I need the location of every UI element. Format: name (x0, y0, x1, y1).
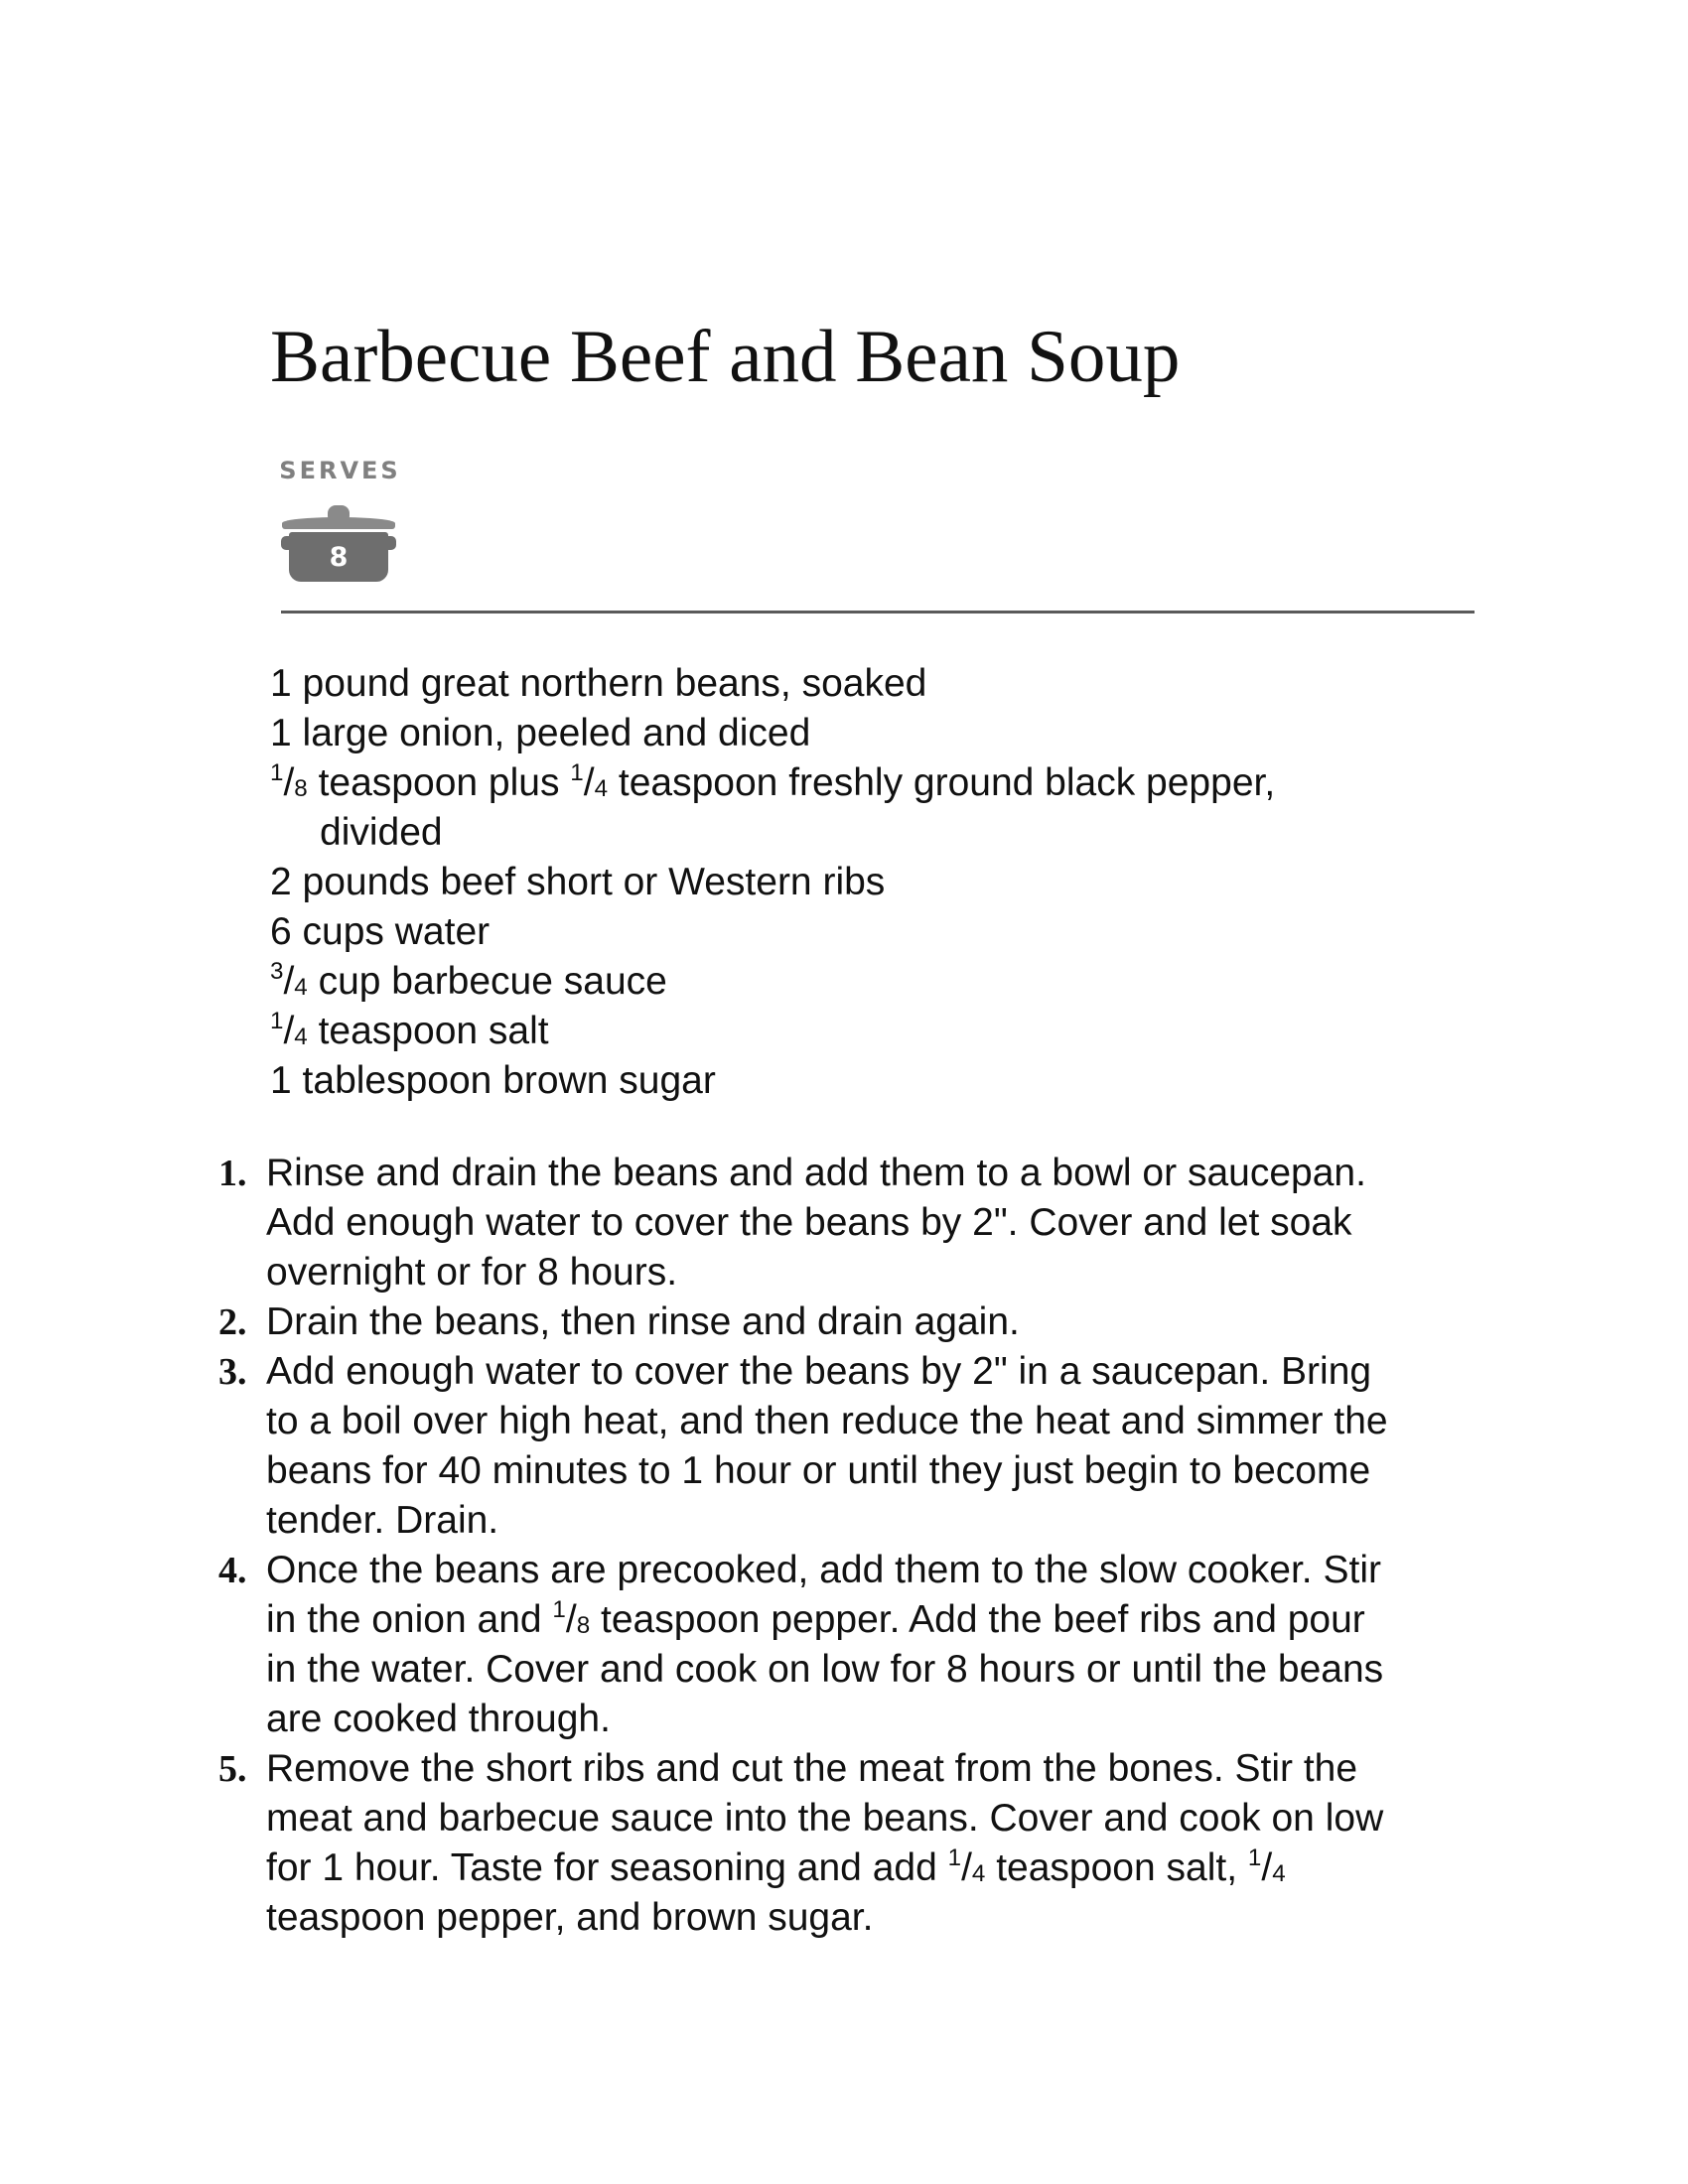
recipe-title: Barbecue Beef and Bean Soup (270, 316, 1181, 398)
section-divider (281, 611, 1475, 614)
ingredient-text: large onion, peeled and diced (302, 712, 811, 754)
serves-count: 8 (329, 541, 349, 573)
pot-lid (282, 517, 395, 529)
ingredient-item (270, 1056, 1275, 1106)
ingredient-item (270, 659, 1275, 709)
ingredient-fraction: $^3/_4$ (270, 958, 308, 1003)
step-text: Add enough water to cover the beans by 2". Cover and let soak (266, 1201, 1352, 1244)
ingredient-item (270, 1007, 1275, 1056)
step-text: Rinse and drain the beans and add them to a bowl or saucepan. (266, 1152, 1366, 1194)
instruction-step (218, 1149, 1388, 1297)
step-number: 3. (218, 1351, 247, 1393)
ingredient-fraction: $^1/_4$ (270, 1008, 308, 1052)
ingredient-item (270, 907, 1275, 957)
ingredient-quantity: 1 (270, 1059, 292, 1102)
pot-handle-right (387, 536, 396, 550)
step-text: in the water. Cover and cook on low for 8 hours or until the beans (266, 1648, 1384, 1691)
step-number: 5. (218, 1748, 247, 1790)
ingredient-list (270, 659, 1275, 1106)
ingredient-quantity: 1 (270, 712, 292, 754)
step-text: for 1 hour. Taste for seasoning and add $^1/_4$ teaspoon salt, $^1/_4$ (266, 1844, 1286, 1889)
ingredient-quantity: 2 (270, 861, 292, 903)
step-text: to a boil over high heat, and then reduce the heat and simmer the (266, 1400, 1388, 1442)
step-text: Remove the short ribs and cut the meat from the bones. Stir the (266, 1747, 1358, 1790)
instruction-step (218, 1744, 1388, 1943)
ingredient-text: teaspoon freshly ground black pepper, (618, 761, 1276, 804)
ingredient-item (270, 858, 1275, 907)
ingredient-fraction: $^1/_8$ (270, 759, 308, 804)
ingredient-item (270, 957, 1275, 1007)
ingredient-text: pounds beef short or Western ribs (302, 861, 886, 903)
ingredient-quantity: 6 (270, 910, 292, 953)
step-text: are cooked through. (266, 1698, 611, 1740)
ingredient-text: tablespoon brown sugar (302, 1059, 716, 1102)
instruction-list (218, 1149, 1388, 1943)
step-text: tender. Drain. (266, 1499, 499, 1542)
ingredient-text-continued: divided (320, 811, 443, 854)
pot-body (289, 532, 388, 582)
step-text: overnight or for 8 hours. (266, 1251, 678, 1294)
ingredient-text: cups water (302, 910, 491, 953)
step-text: Once the beans are precooked, add them to the slow cooker. Stir (266, 1549, 1381, 1591)
ingredient-text: teaspoon salt (318, 1010, 549, 1052)
step-number: 4. (218, 1550, 247, 1591)
ingredient-fraction: $^1/_4$ (570, 759, 609, 804)
step-number: 1. (218, 1153, 247, 1194)
step-text: Drain the beans, then rinse and drain again. (266, 1300, 1020, 1343)
instruction-step (218, 1297, 1388, 1347)
ingredient-text: teaspoon plus (318, 761, 560, 804)
step-text: meat and barbecue sauce into the beans. Cover and cook on low (266, 1797, 1384, 1840)
instruction-step (218, 1546, 1388, 1744)
ingredient-item (270, 758, 1275, 858)
ingredient-text: pound great northern beans, soaked (302, 662, 927, 705)
ingredient-text: cup barbecue sauce (318, 960, 667, 1003)
ingredient-item (270, 709, 1275, 758)
instruction-step (218, 1347, 1388, 1546)
serves-label: SERVES (279, 457, 401, 484)
step-text: Add enough water to cover the beans by 2" in a saucepan. Bring (266, 1350, 1372, 1393)
ingredient-quantity: 1 (270, 662, 292, 705)
step-text: beans for 40 minutes to 1 hour or until they just begin to become (266, 1449, 1371, 1492)
step-text: teaspoon pepper, and brown sugar. (266, 1896, 874, 1939)
step-number: 2. (218, 1301, 247, 1343)
serves-badge (278, 457, 402, 581)
step-text: in the onion and $^1/_8$ teaspoon pepper. Add the beef ribs and pour (266, 1596, 1365, 1641)
